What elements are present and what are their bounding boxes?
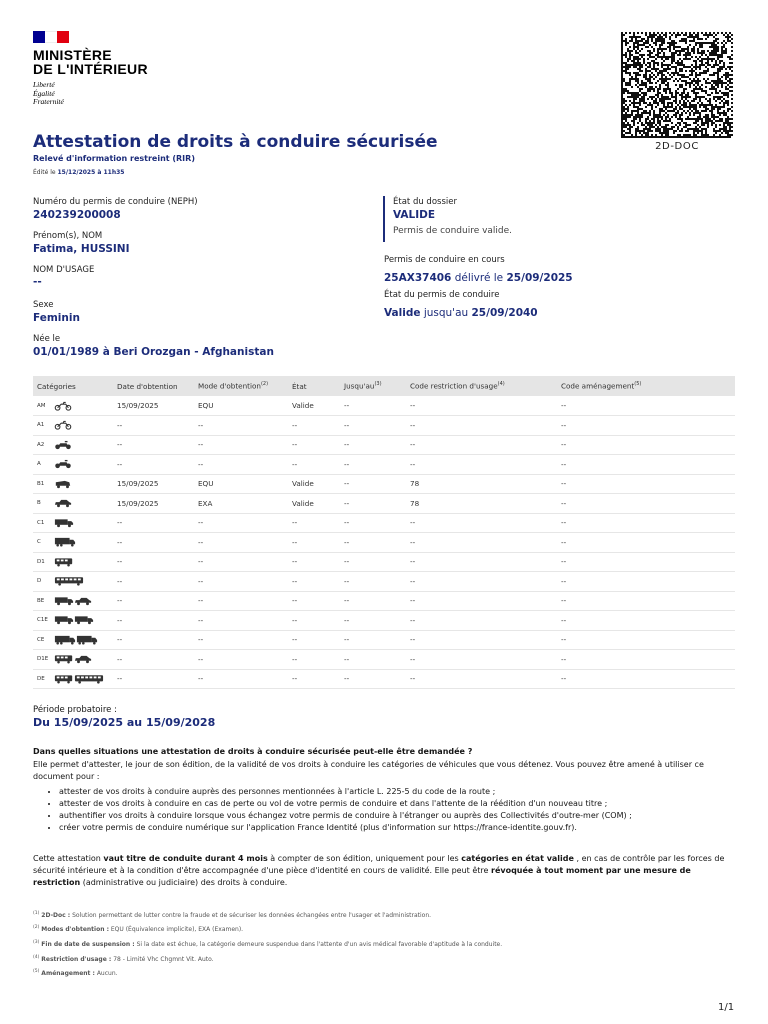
date-cell: 15/09/2025 (113, 474, 194, 494)
mode-cell: -- (194, 591, 288, 611)
restriction-cell: -- (406, 591, 557, 611)
table-row (33, 591, 735, 611)
until-cell: -- (340, 630, 406, 650)
table-row (33, 669, 735, 689)
date-cell: 15/09/2025 (113, 494, 194, 514)
restriction-cell: -- (406, 396, 557, 416)
restriction-cell: -- (406, 552, 557, 572)
amenagement-cell: -- (557, 611, 735, 631)
mode-cell: EXA (194, 494, 288, 514)
etat-cell: -- (288, 630, 340, 650)
col-mode (194, 376, 288, 396)
date-cell: -- (113, 513, 194, 533)
category-code: B (37, 500, 41, 507)
car-trailer-icon (54, 596, 92, 606)
mode-cell: -- (194, 533, 288, 553)
category-cell (33, 396, 113, 416)
amenagement-cell: -- (557, 455, 735, 475)
motto-egalite: Égalité (33, 88, 55, 98)
footnote-term: 2D-Doc : (41, 912, 71, 919)
permit-state: Valide (384, 307, 421, 319)
edition-prefix: Édité le (33, 169, 58, 176)
date-cell: -- (113, 435, 194, 455)
table-row (33, 455, 735, 475)
until-cell: -- (340, 513, 406, 533)
table-row (33, 513, 735, 533)
col-until-sup: (3) (374, 381, 382, 388)
heavy-motorcycle-icon (54, 459, 72, 469)
amenagement-cell: -- (557, 435, 735, 455)
restriction-cell: 78 (406, 494, 557, 514)
mode-cell: -- (194, 455, 288, 475)
etat-cell: -- (288, 455, 340, 475)
category-cell (33, 572, 113, 592)
category-cell (33, 533, 113, 553)
restriction-cell: -- (406, 513, 557, 533)
until-cell: -- (340, 396, 406, 416)
etat-cell: -- (288, 650, 340, 670)
ministry-name (33, 48, 148, 76)
footnote-number: (2) (33, 925, 40, 930)
category-code: D1E (37, 656, 49, 663)
restriction-cell: 78 (406, 474, 557, 494)
table-row (33, 396, 735, 416)
footnote-term: Aménagement : (41, 970, 95, 977)
usage-name-label: NOM D'USAGE (33, 265, 95, 275)
footnote (33, 940, 738, 948)
footnote-text: Solution permettant de lutter contre la fraude et de sécuriser les données échangées entre l'usager et l'administration. (70, 912, 432, 919)
probation-label: Période probatoire : (33, 705, 117, 715)
restriction-cell: -- (406, 669, 557, 689)
date-cell: -- (113, 611, 194, 631)
mode-cell: -- (194, 416, 288, 436)
restriction-cell: -- (406, 630, 557, 650)
table-row (33, 435, 735, 455)
page-number: 1/1 (718, 1002, 735, 1013)
footnote-term: Fin de date de suspension : (41, 941, 135, 948)
amenagement-cell: -- (557, 416, 735, 436)
qr-label: 2D-DOC (655, 141, 699, 152)
table-row (33, 474, 735, 494)
birth-label: Née le (33, 334, 61, 344)
light-truck-trailer-icon (54, 615, 94, 625)
current-permit-label: Permis de conduire en cours (384, 255, 505, 265)
col-etat: État (288, 376, 340, 396)
category-code: DE (37, 675, 45, 682)
date-cell: -- (113, 416, 194, 436)
table-row (33, 552, 735, 572)
etat-cell: -- (288, 591, 340, 611)
col-categories: Catégories (33, 376, 113, 396)
sex-value: Feminin (33, 312, 80, 324)
date-cell: -- (113, 533, 194, 553)
etat-cell: -- (288, 572, 340, 592)
edition-value: 15/12/2025 à 11h35 (57, 169, 125, 176)
col-mode-sup: (2) (260, 381, 269, 388)
flag-white (45, 31, 57, 43)
footnote-number: (5) (33, 969, 40, 974)
validity-text-1: Cette attestation (33, 854, 104, 863)
footnote-text: 78 - Limité Vhc Chgmnt Vit. Auto. (111, 956, 214, 963)
category-code: A2 (37, 441, 45, 448)
footnote-number: (4) (33, 955, 40, 960)
permit-issued-text: délivré le (451, 272, 507, 284)
category-cell (33, 513, 113, 533)
table-row (33, 494, 735, 514)
mode-cell: EQU (194, 474, 288, 494)
category-code: D1 (37, 558, 45, 565)
restriction-cell: -- (406, 572, 557, 592)
footnote-text: Si la date est échue, la catégorie demeure suspendue dans l'attente d'un avis médical favorable d'aptitude à la conduite. (134, 941, 503, 948)
restriction-cell: -- (406, 455, 557, 475)
mode-cell: -- (194, 435, 288, 455)
date-cell: -- (113, 552, 194, 572)
amenagement-cell: -- (557, 630, 735, 650)
category-cell (33, 494, 113, 514)
category-code: AM (37, 402, 46, 409)
republic-motto (33, 81, 64, 107)
until-cell: -- (340, 494, 406, 514)
mode-cell: -- (194, 513, 288, 533)
etat-cell: Valide (288, 494, 340, 514)
validity-text-3: , en cas de contrôle par les forces de sécurité intérieure et à la condition d'être accompagnée d'une pièce d'identité en cours de validité. Elle peut être (33, 854, 725, 875)
until-cell: -- (340, 435, 406, 455)
until-cell: -- (340, 533, 406, 553)
etat-cell: -- (288, 416, 340, 436)
col-mode-text: Mode d'obtention (198, 381, 261, 391)
car-icon (54, 498, 72, 508)
date-cell: -- (113, 591, 194, 611)
neph-value: 240239200008 (33, 209, 121, 221)
col-restriction-text: Code restriction d'usage (410, 381, 498, 391)
etat-cell: -- (288, 533, 340, 553)
validity-bold-3: révoquée à tout moment par une mesure de restriction (33, 866, 691, 887)
minibus-trailer-icon (54, 654, 92, 664)
date-cell: -- (113, 630, 194, 650)
flag-blue (33, 31, 45, 43)
document-title: Attestation de droits à conduire sécurisée (33, 132, 438, 152)
mode-cell: -- (194, 611, 288, 631)
validity-text-2: à compter de son édition, uniquement pour les (267, 854, 462, 863)
etat-cell: -- (288, 611, 340, 631)
table-row (33, 650, 735, 670)
validity-bold-2: catégories en état valide (461, 854, 574, 863)
category-cell (33, 669, 113, 689)
amenagement-cell: -- (557, 474, 735, 494)
mode-cell: -- (194, 572, 288, 592)
table-row (33, 630, 735, 650)
name-label: Prénom(s), NOM (33, 231, 103, 241)
category-code: C (37, 539, 41, 546)
until-cell: -- (340, 669, 406, 689)
etat-cell: -- (288, 435, 340, 455)
category-cell (33, 474, 113, 494)
info-bullets (47, 786, 737, 834)
restriction-cell: -- (406, 416, 557, 436)
category-cell (33, 455, 113, 475)
footnote-text: Aucun. (94, 970, 118, 977)
table-row (33, 611, 735, 631)
footnote-term: Modes d'obtention : (41, 926, 109, 933)
etat-cell: Valide (288, 474, 340, 494)
amenagement-cell: -- (557, 533, 735, 553)
until-cell: -- (340, 591, 406, 611)
category-code: CE (37, 636, 45, 643)
category-cell (33, 650, 113, 670)
dossier-label: État du dossier (393, 197, 457, 207)
flag-red (57, 31, 69, 43)
amenagement-cell: -- (557, 552, 735, 572)
amenagement-cell: -- (557, 591, 735, 611)
category-code: C1E (37, 617, 48, 624)
sex-label: Sexe (33, 300, 54, 310)
until-cell: -- (340, 552, 406, 572)
col-restriction-sup: (4) (497, 381, 505, 388)
etat-cell: -- (288, 513, 340, 533)
minibus-icon (54, 557, 74, 567)
category-cell (33, 552, 113, 572)
until-cell: -- (340, 650, 406, 670)
category-code: BE (37, 597, 45, 604)
date-cell: -- (113, 572, 194, 592)
table-header-row (33, 376, 735, 396)
quadricycle-icon (54, 479, 72, 489)
permit-state-value (384, 301, 538, 320)
usage-name-value: -- (33, 276, 42, 288)
truck-trailer-icon (54, 635, 98, 645)
status-accent-bar (383, 196, 385, 242)
category-code: C1 (37, 519, 45, 526)
probation-value: Du 15/09/2025 au 15/09/2028 (33, 716, 216, 729)
category-cell (33, 611, 113, 631)
until-cell: -- (340, 572, 406, 592)
edition-date (33, 169, 124, 176)
category-code: D (37, 578, 42, 585)
footnote (33, 925, 738, 933)
restriction-cell: -- (406, 611, 557, 631)
restriction-cell: -- (406, 435, 557, 455)
date-cell: 15/09/2025 (113, 396, 194, 416)
categories-table (33, 376, 735, 689)
col-until-text: Jusqu'au (344, 381, 375, 391)
permit-until-text: jusqu'au (420, 307, 472, 319)
etat-cell: Valide (288, 396, 340, 416)
permit-state-label: État du permis de conduire (384, 290, 500, 300)
amenagement-cell: -- (557, 669, 735, 689)
until-cell: -- (340, 474, 406, 494)
info-bullet: • attester de vos droits à conduire auprès des personnes mentionnées à l'article L. 225-5 du code de la route ; (59, 786, 737, 798)
dossier-description: Permis de conduire valide. (393, 226, 513, 236)
mode-cell: -- (194, 669, 288, 689)
motorcycle-icon (54, 440, 72, 450)
light-truck-icon (54, 518, 74, 528)
footnote (33, 969, 738, 977)
permit-number: 25AX37406 (384, 272, 452, 284)
table-row (33, 572, 735, 592)
current-permit-value (384, 266, 573, 285)
restriction-cell: -- (406, 650, 557, 670)
document-subtitle: Relevé d'information restreint (RIR) (33, 154, 195, 163)
restriction-cell: -- (406, 533, 557, 553)
amenagement-cell: -- (557, 513, 735, 533)
footnote-text: EQU (Équivalence implicite), EXA (Examen). (108, 926, 244, 933)
moped-icon (54, 401, 72, 411)
date-cell: -- (113, 455, 194, 475)
col-date: Date d'obtention (113, 376, 194, 396)
category-cell (33, 435, 113, 455)
datamatrix-code (621, 32, 733, 138)
info-intro: Elle permet d'attester, le jour de son édition, de la validité de vos droits à conduire les catégories de véhicules que vous détenez. Vous pouvez être amené à utiliser ce document pour : (33, 760, 704, 781)
footnote-number: (1) (33, 911, 40, 916)
category-cell (33, 591, 113, 611)
table-row (33, 416, 735, 436)
info-bullet: • attester de vos droits à conduire en cas de perte ou vol de votre permis de conduire et dans l'attente de la réédition d'un nouveau titre ; (59, 798, 737, 810)
mode-cell: -- (194, 650, 288, 670)
bus-trailer-icon (54, 674, 104, 684)
french-flag-logo (33, 31, 69, 43)
bus-icon (54, 576, 84, 586)
info-bullet: • créer votre permis de conduire numérique sur l'application France Identité (plus d'information sur https://france-identite.gouv.fr). (59, 822, 737, 834)
motto-fraternite: Fraternité (33, 97, 64, 106)
birth-value: 01/01/1989 à Beri Orozgan - Afghanistan (33, 346, 274, 358)
ministry-line-1: MINISTÈRE (33, 47, 112, 63)
amenagement-cell: -- (557, 572, 735, 592)
footnote (33, 911, 738, 919)
col-amenagement-sup: (5) (634, 381, 642, 388)
footnote-number: (3) (33, 940, 40, 945)
validity-text-4: (administrative ou judiciaire) des droits à conduire. (80, 878, 288, 887)
footnote-term: Restriction d'usage : (41, 956, 112, 963)
amenagement-cell: -- (557, 396, 735, 416)
dossier-value: VALIDE (393, 209, 436, 221)
amenagement-cell: -- (557, 494, 735, 514)
category-code: B1 (37, 480, 45, 487)
permit-expiry-date: 25/09/2040 (471, 307, 538, 319)
info-question: Dans quelles situations une attestation de droits à conduire sécurisée peut-elle être demandée ? (33, 747, 473, 756)
validity-paragraph (33, 853, 738, 889)
date-cell: -- (113, 669, 194, 689)
category-cell (33, 416, 113, 436)
motto-liberte: Liberté (33, 80, 55, 89)
category-cell (33, 630, 113, 650)
mode-cell: -- (194, 552, 288, 572)
col-amenagement (557, 376, 735, 396)
ministry-line-2: DE L'INTÉRIEUR (33, 61, 148, 77)
footnote (33, 955, 738, 963)
light-motorcycle-icon (54, 420, 72, 430)
validity-bold-1: vaut titre de conduite durant 4 mois (103, 854, 268, 863)
col-amenagement-text: Code aménagement (561, 381, 635, 391)
col-until (340, 376, 406, 396)
until-cell: -- (340, 455, 406, 475)
permit-issue-date: 25/09/2025 (506, 272, 573, 284)
truck-icon (54, 537, 76, 547)
etat-cell: -- (288, 669, 340, 689)
info-bullet: • authentifier vos droits à conduire lorsque vous échangez votre permis de conduire à l'étranger ou auprès des Collectivités d'outre-mer (COM) ; (59, 810, 737, 822)
date-cell: -- (113, 650, 194, 670)
category-code: A (37, 461, 41, 468)
name-value: Fatima, HUSSINI (33, 243, 130, 255)
mode-cell: -- (194, 630, 288, 650)
amenagement-cell: -- (557, 650, 735, 670)
mode-cell: EQU (194, 396, 288, 416)
category-code: A1 (37, 422, 45, 429)
col-restriction (406, 376, 557, 396)
neph-label: Numéro du permis de conduire (NEPH) (33, 197, 198, 207)
until-cell: -- (340, 416, 406, 436)
etat-cell: -- (288, 552, 340, 572)
until-cell: -- (340, 611, 406, 631)
table-row (33, 533, 735, 553)
